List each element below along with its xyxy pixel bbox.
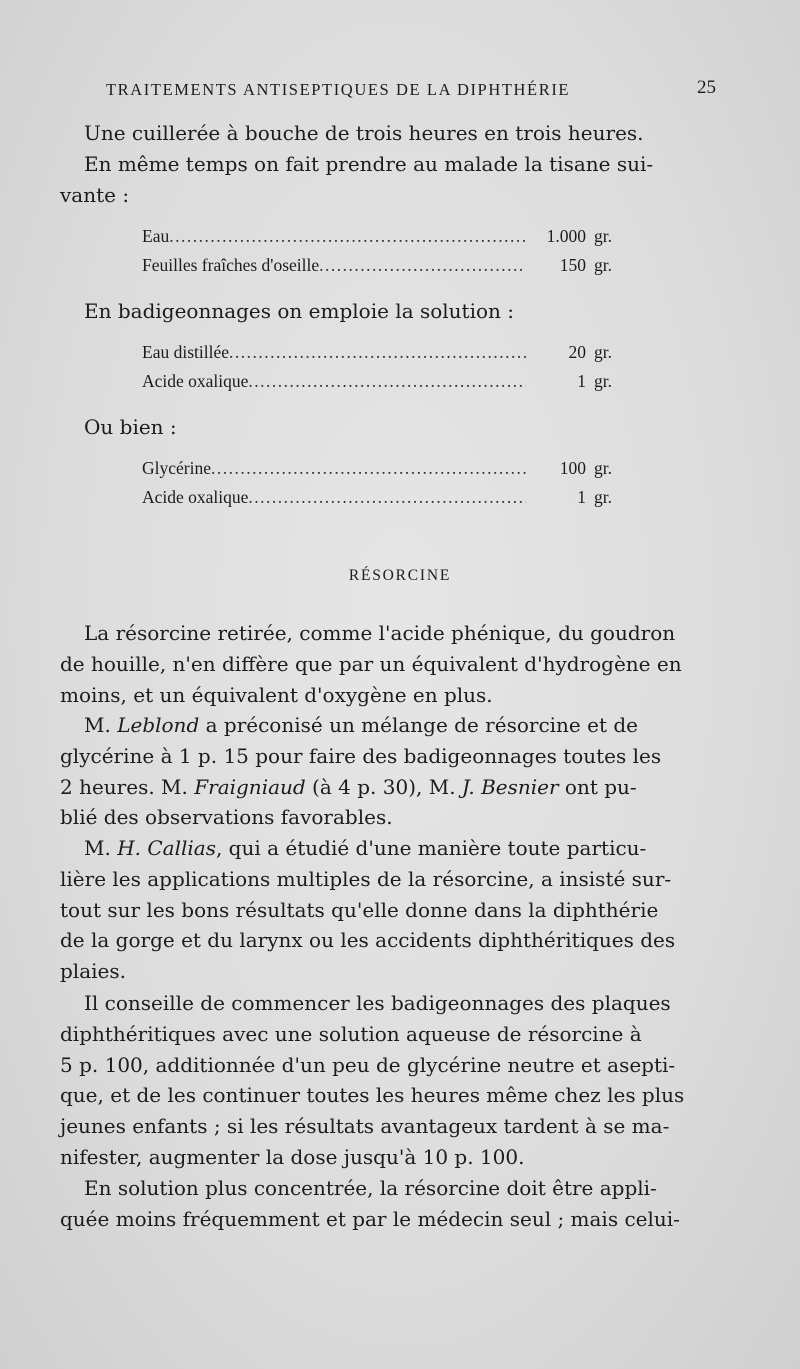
ingredient-name: Acide oxalique (142, 487, 249, 507)
leader-dots (248, 483, 526, 512)
ingredient-unit: gr. (594, 371, 612, 391)
recipe-solution-2 (142, 454, 638, 512)
paragraph-callias (60, 833, 722, 987)
text-span: a préconisé un mélange de résorcine et de (199, 713, 638, 737)
text-span: M. (84, 713, 118, 737)
text-line: Une cuillerée à bouche de trois heures en trois heures. (84, 121, 644, 145)
ingredient-unit: gr. (594, 226, 612, 246)
text-span: 2 heures. M. (60, 774, 195, 799)
paragraph-conseil (60, 988, 722, 1173)
text-line: diphthéritiques avec une solution aqueuse de résorcine à (60, 1021, 642, 1046)
text-line: En badigeonnages on emploie la solution : (84, 299, 515, 323)
ingredient-unit: gr. (594, 255, 612, 275)
leader-dots (229, 338, 526, 367)
text-line: Ou bien : (84, 415, 177, 439)
text-line: lière les applications multiples de la résorcine, a insisté sur- (60, 866, 672, 891)
text-line: 5 p. 100, additionnée d'un peu de glycérine neutre et asepti- (60, 1052, 676, 1077)
text-line: En même temps on fait prendre au malade la tisane sui- (84, 151, 654, 176)
text-line: nifester, augmenter la dose jusqu'à 10 p. 100. (60, 1144, 525, 1169)
author-name: H. Callias (117, 836, 216, 860)
ingredient-name: Eau (142, 226, 170, 246)
text-line (60, 833, 722, 864)
paragraph-concentree (60, 1173, 722, 1235)
text-line: Il conseille de commencer les badigeonnages des plaques (84, 991, 671, 1015)
text-line: blié des observations favorables. (60, 805, 393, 830)
recipe-tisane (142, 222, 638, 280)
text-line: que, et de les continuer toutes les heures même chez les plus (60, 1083, 685, 1108)
ingredient-name: Glycérine (142, 458, 211, 478)
ingredient-unit: gr. (594, 487, 612, 507)
leader-dots (211, 454, 526, 483)
recipe-row (142, 222, 638, 251)
page-number: 25 (697, 77, 716, 98)
ingredient-qty: 1 (577, 487, 586, 507)
text-line: La résorcine retirée, comme l'acide phénique, du goudron (84, 621, 676, 645)
recipe-row (142, 454, 638, 483)
text-line: de la gorge et du larynx ou les accidents diphthéritiques des (60, 928, 676, 953)
text-line: quée moins fréquemment et par le médecin seul ; mais celui- (60, 1206, 680, 1231)
recipe-row (142, 367, 638, 396)
section-heading: RÉSORCINE (348, 567, 452, 584)
ingredient-qty: 150 (559, 255, 586, 275)
ingredient-qty: 1 (577, 371, 586, 391)
text-line: jeunes enfants ; si les résultats avantageux tardent à se ma- (60, 1114, 670, 1139)
text-line: plaies. (60, 959, 126, 984)
ingredient-qty: 20 (568, 342, 586, 362)
intro-paragraph (60, 118, 722, 210)
text-span: M. (84, 836, 118, 860)
recipe-solution-1 (142, 338, 638, 396)
badigeon-intro (60, 296, 722, 327)
text-line: glycérine à 1 p. 15 pour faire des badigeonnages toutes les (60, 743, 662, 768)
text-line: de houille, n'en diffère que par un équivalent d'hydrogène en (60, 651, 682, 676)
ingredient-qty: 100 (559, 458, 586, 478)
text-span: ont pu- (558, 774, 637, 799)
running-title: TRAITEMENTS ANTISEPTIQUES DE LA DIPHTHÉRIE (106, 80, 571, 99)
ingredient-name: Acide oxalique (142, 371, 249, 391)
text-span: , qui a étudié d'une manière toute particu- (215, 836, 647, 860)
recipe-row (142, 251, 638, 280)
leader-dots (319, 251, 526, 280)
recipe-row (142, 483, 638, 512)
text-line: tout sur les bons résultats qu'elle donne dans la diphthérie (60, 897, 659, 922)
leader-dots (248, 367, 526, 396)
leader-dots (169, 222, 526, 251)
text-line (60, 772, 722, 803)
recipe-row (142, 338, 638, 367)
author-name: Leblond (117, 713, 200, 737)
ingredient-name: Feuilles fraîches d'oseille (142, 255, 320, 275)
ou-bien-line (60, 412, 722, 443)
ingredient-qty: 1.000 (546, 226, 586, 246)
author-name: J. Besnier (461, 774, 559, 799)
text-line (60, 710, 722, 741)
text-line: moins, et un équivalent d'oxygène en plus. (60, 682, 493, 707)
ingredient-unit: gr. (594, 458, 612, 478)
ingredient-name: Eau distillée (142, 342, 229, 362)
paragraph-leblond (60, 710, 722, 833)
author-name: Fraigniaud (194, 774, 306, 799)
ingredient-unit: gr. (594, 342, 612, 362)
text-line: En solution plus concentrée, la résorcine doit être appli- (84, 1176, 657, 1200)
text-span: (à 4 p. 30), M. (305, 774, 462, 799)
paragraph-resorcine (60, 618, 722, 710)
text-line: vante : (60, 182, 130, 207)
